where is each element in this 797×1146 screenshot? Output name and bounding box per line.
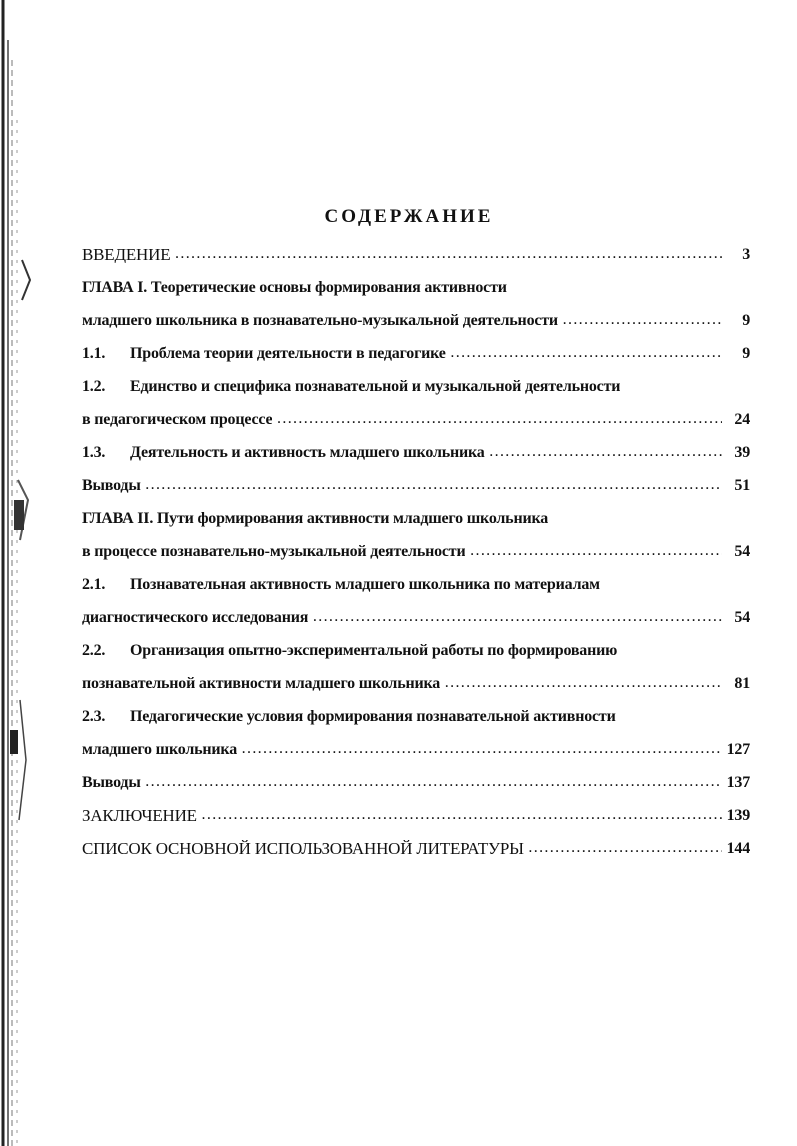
toc-entry-page: 81 (734, 674, 750, 692)
toc-entry-text: Выводы (82, 774, 141, 791)
toc-entry[interactable] (82, 403, 750, 436)
toc-entry-page: 144 (726, 839, 750, 857)
page-title: СОДЕРЖАНИЕ (324, 206, 494, 227)
toc-entry-page: 139 (726, 806, 750, 824)
toc-leader-dots (562, 313, 722, 329)
toc-entry-text: Познавательная активность младшего школьника по материалам (130, 576, 600, 593)
toc-entry-text: Выводы (82, 477, 141, 494)
toc-entry[interactable] (82, 766, 750, 799)
toc-entry[interactable] (82, 700, 750, 733)
toc-entry[interactable] (82, 436, 750, 469)
toc-entry[interactable] (82, 634, 750, 667)
toc-entry-text: Организация опытно-экспериментальной работы по формированию (130, 642, 618, 659)
toc-entry-text: диагностического исследования (82, 609, 309, 626)
toc-entry-page: 9 (742, 344, 750, 362)
toc-entry-text: Единство и специфика познавательной и музыкальной деятельности (130, 378, 621, 395)
toc-leader-dots (528, 841, 722, 857)
toc-entry-page: 51 (734, 476, 750, 494)
toc-entry-text: ГЛАВА I. Теоретические основы формирования активности (82, 279, 507, 296)
toc-entry-page: 127 (726, 740, 750, 758)
toc-entry-text: ВВЕДЕНИЕ (82, 246, 171, 263)
toc-leader-dots (469, 544, 722, 560)
toc-leader-dots (276, 412, 722, 428)
toc-entry-text: младшего школьника (82, 741, 238, 758)
toc-entry[interactable] (82, 370, 750, 403)
toc-leader-dots (201, 808, 722, 824)
toc-leader-dots (174, 247, 722, 263)
toc-leader-dots (489, 445, 722, 461)
toc-entry[interactable] (82, 469, 750, 502)
toc-entry-page: 137 (726, 773, 750, 791)
toc-entry-text: СПИСОК ОСНОВНОЙ ИСПОЛЬЗОВАННОЙ ЛИТЕРАТУРЫ (82, 840, 524, 857)
toc-entry-text: ГЛАВА II. Пути формирования активности младшего школьника (82, 510, 549, 527)
toc-leader-dots (241, 742, 722, 758)
toc-entry-text: Деятельность и активность младшего школьника (130, 444, 485, 461)
toc-entry[interactable] (82, 238, 750, 271)
toc-entry-page: 24 (734, 410, 750, 428)
scan-binding-edge (0, 0, 34, 1146)
table-of-contents (82, 238, 750, 865)
toc-entry[interactable] (82, 337, 750, 370)
toc-entry[interactable] (82, 304, 750, 337)
toc-entry-text: в педагогическом процессе (82, 411, 273, 428)
toc-entry-page: 54 (734, 608, 750, 626)
toc-leader-dots (145, 478, 722, 494)
toc-entry-page: 9 (742, 311, 750, 329)
toc-entry[interactable] (82, 568, 750, 601)
toc-entry[interactable] (82, 271, 750, 304)
toc-entry[interactable] (82, 733, 750, 766)
toc-leader-dots (444, 676, 722, 692)
toc-entry-text: в процессе познавательно-музыкальной деятельности (82, 543, 466, 560)
toc-leader-dots (312, 610, 722, 626)
toc-entry-page: 54 (734, 542, 750, 560)
toc-entry-number: 1.2. (82, 377, 106, 395)
toc-entry[interactable] (82, 667, 750, 700)
toc-entry-text: Педагогические условия формирования познавательной активности (130, 708, 616, 725)
toc-entry[interactable] (82, 502, 750, 535)
toc-entry[interactable] (82, 832, 750, 865)
toc-entry-number: 2.2. (82, 641, 106, 659)
toc-entry[interactable] (82, 535, 750, 568)
toc-entry-text: младшего школьника в познавательно-музыкальной деятельности (82, 312, 558, 329)
toc-entry-page: 39 (734, 443, 750, 461)
toc-leader-dots (145, 775, 722, 791)
toc-leader-dots (450, 346, 722, 362)
toc-entry-text: познавательной активности младшего школьника (82, 675, 441, 692)
toc-entry[interactable] (82, 601, 750, 634)
toc-entry-number: 2.3. (82, 707, 106, 725)
toc-entry-text: Проблема теории деятельности в педагогике (130, 345, 446, 362)
toc-entry[interactable] (82, 799, 750, 832)
toc-entry-number: 1.1. (82, 344, 106, 362)
toc-entry-number: 1.3. (82, 443, 106, 461)
toc-entry-page: 3 (742, 245, 750, 263)
toc-entry-number: 2.1. (82, 575, 106, 593)
toc-entry-text: ЗАКЛЮЧЕНИЕ (82, 807, 197, 824)
